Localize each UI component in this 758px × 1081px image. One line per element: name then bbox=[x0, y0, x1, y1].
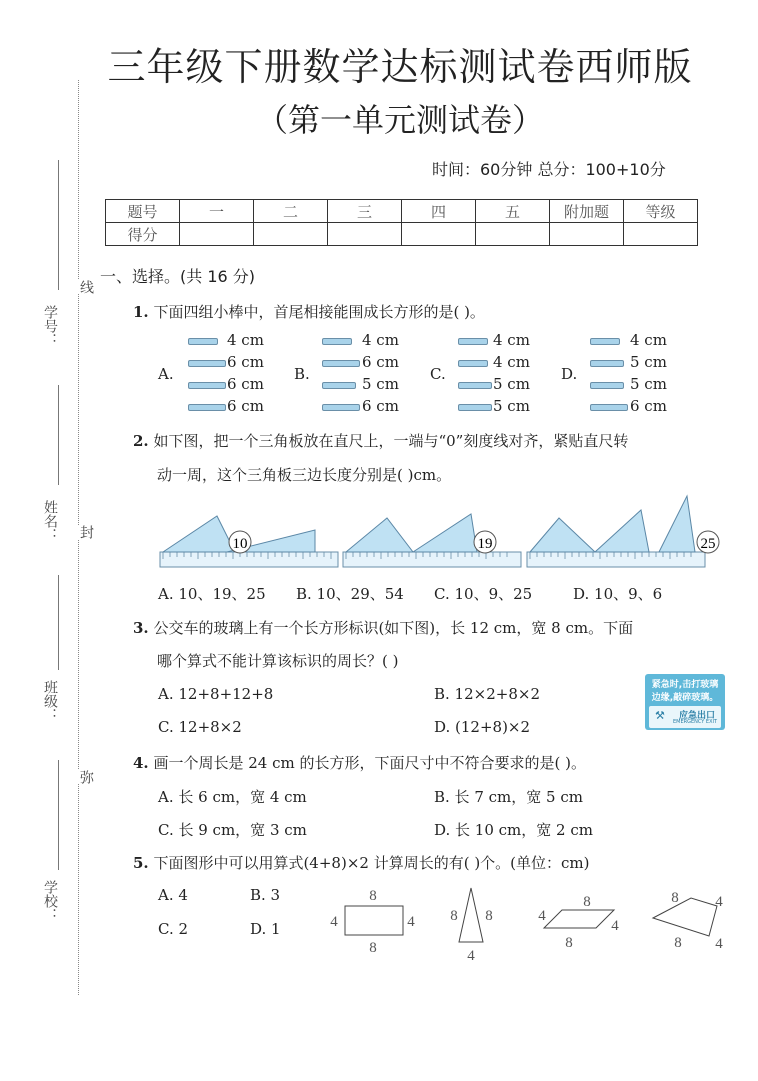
question-text: 下面图形中可以用算式(4+8)×2 计算周长的有( )个。(单位：cm) bbox=[153, 854, 590, 872]
exam-meta: 时间：60分钟 总分：100+10分 bbox=[432, 160, 666, 179]
q5-option-b: B. 3 bbox=[250, 886, 281, 904]
triangle-shape bbox=[459, 888, 483, 942]
quadrilateral-shape bbox=[653, 898, 717, 936]
question-2 bbox=[133, 430, 628, 451]
side-length: 4 bbox=[538, 908, 546, 924]
stick-length: 6 cm bbox=[227, 375, 264, 393]
stick bbox=[590, 338, 620, 345]
stick bbox=[458, 338, 488, 345]
name-label: 姓名： bbox=[42, 500, 58, 542]
school-label: 学校： bbox=[42, 880, 58, 922]
question-3-line2: 哪个算式不能计算该标识的周长？( ) bbox=[157, 652, 399, 670]
score-cell[interactable] bbox=[624, 223, 698, 246]
page-title: 三年级下册数学达标测试卷西师版 bbox=[107, 45, 693, 89]
table-cell: 二 bbox=[254, 200, 328, 223]
score-cell[interactable] bbox=[476, 223, 550, 246]
side-length: 8 bbox=[450, 908, 458, 924]
side-length: 4 bbox=[715, 894, 723, 910]
stick bbox=[590, 404, 628, 411]
question-number: 4. bbox=[133, 754, 149, 772]
side-length: 4 bbox=[715, 936, 723, 952]
side-length: 4 bbox=[467, 948, 475, 964]
stick bbox=[322, 360, 360, 367]
stick bbox=[322, 404, 360, 411]
side-length: 8 bbox=[674, 935, 682, 951]
page-subtitle: （第一单元测试卷） bbox=[255, 101, 544, 139]
exit-panel bbox=[649, 706, 721, 728]
stick bbox=[458, 382, 492, 389]
q2-option-d: D. 10、9、6 bbox=[573, 585, 663, 603]
side-length: 8 bbox=[369, 940, 377, 956]
question-number: 1. bbox=[133, 303, 149, 321]
question-1 bbox=[133, 301, 485, 322]
stick-length: 6 cm bbox=[227, 353, 264, 371]
binding-mark-line: 线 bbox=[78, 280, 94, 294]
class-label: 班级： bbox=[42, 680, 58, 722]
table-cell: 四 bbox=[402, 200, 476, 223]
sign-text: 边缘,敲碎玻璃。 bbox=[651, 693, 719, 703]
side-length: 8 bbox=[485, 908, 493, 924]
stick-length: 4 cm bbox=[630, 331, 667, 349]
emergency-exit-sign bbox=[645, 674, 725, 730]
q4-option-b: B. 长 7 cm，宽 5 cm bbox=[434, 788, 583, 806]
question-5 bbox=[133, 852, 590, 873]
school-blank bbox=[58, 760, 59, 870]
q2-option-a: A. 10、19、25 bbox=[158, 585, 266, 603]
side-length: 4 bbox=[330, 914, 338, 930]
stick-length: 4 cm bbox=[493, 353, 530, 371]
side-length: 4 bbox=[407, 914, 415, 930]
rectangle-shape bbox=[345, 906, 403, 935]
stick bbox=[322, 382, 356, 389]
table-cell: 五 bbox=[476, 200, 550, 223]
q3-option-c: C. 12+8×2 bbox=[158, 718, 242, 736]
stick-length: 6 cm bbox=[227, 397, 264, 415]
stick bbox=[322, 338, 352, 345]
score-cell[interactable] bbox=[402, 223, 476, 246]
q4-option-a: A. 长 6 cm，宽 4 cm bbox=[158, 788, 307, 806]
ruler-triangle-figure bbox=[155, 490, 725, 570]
q5-option-d: D. 1 bbox=[250, 920, 281, 938]
side-length: 4 bbox=[611, 918, 619, 934]
question-4 bbox=[133, 752, 586, 773]
stick bbox=[458, 404, 492, 411]
stick bbox=[188, 338, 218, 345]
class-blank bbox=[58, 575, 59, 670]
exit-label: 应急出口 bbox=[679, 711, 716, 721]
side-length: 8 bbox=[369, 888, 377, 904]
table-cell: 等级 bbox=[624, 200, 698, 223]
name-blank bbox=[58, 385, 59, 485]
stick-length: 4 cm bbox=[227, 331, 264, 349]
measurement-mark: 10 bbox=[232, 536, 248, 552]
question-number: 3. bbox=[133, 619, 149, 637]
binding-mark-seal: 封 bbox=[78, 525, 94, 539]
q3-option-b: B. 12×2+8×2 bbox=[434, 685, 540, 703]
question-2-line2: 动一周，这个三角板三边长度分别是( )cm。 bbox=[157, 466, 452, 484]
option-letter: A. bbox=[158, 365, 174, 383]
parallelogram-shape bbox=[544, 910, 614, 928]
question-number: 2. bbox=[133, 432, 149, 450]
stick bbox=[188, 360, 226, 367]
side-length: 8 bbox=[583, 894, 591, 910]
binding-mark-close: 弥 bbox=[78, 770, 94, 784]
table-cell: 附加题 bbox=[550, 200, 624, 223]
q2-option-b: B. 10、29、54 bbox=[296, 585, 404, 603]
score-table bbox=[105, 199, 698, 246]
q4-option-d: D. 长 10 cm，宽 2 cm bbox=[434, 821, 593, 839]
stick bbox=[188, 404, 226, 411]
option-letter: B. bbox=[294, 365, 310, 383]
question-3 bbox=[133, 617, 633, 638]
q3-option-a: A. 12+8+12+8 bbox=[158, 685, 274, 703]
question-text: 公交车的玻璃上有一个长方形标识(如下图)，长 12 cm，宽 8 cm。下面 bbox=[153, 619, 634, 637]
stick bbox=[188, 382, 226, 389]
table-cell: 得分 bbox=[106, 223, 180, 246]
stick bbox=[590, 382, 624, 389]
stick-length: 5 cm bbox=[630, 353, 667, 371]
q5-option-c: C. 2 bbox=[158, 920, 189, 938]
question-text: 如下图，把一个三角板放在直尺上，一端与“0”刻度线对齐，紧贴直尺转 bbox=[153, 432, 629, 450]
exit-label-en: EMERGENCY EXIT bbox=[673, 719, 718, 725]
q3-option-d: D. (12+8)×2 bbox=[434, 718, 531, 736]
q4-option-c: C. 长 9 cm，宽 3 cm bbox=[158, 821, 307, 839]
score-cell[interactable] bbox=[180, 223, 254, 246]
side-length: 8 bbox=[565, 935, 573, 951]
sign-text: 紧急时,击打玻璃 bbox=[651, 680, 719, 690]
stick-length: 6 cm bbox=[630, 397, 667, 415]
stick bbox=[458, 360, 488, 367]
stick bbox=[590, 360, 624, 367]
measurement-mark: 19 bbox=[477, 536, 493, 552]
stick-length: 4 cm bbox=[362, 331, 399, 349]
side-length: 8 bbox=[671, 890, 679, 906]
score-cell[interactable] bbox=[550, 223, 624, 246]
student-number-blank bbox=[58, 160, 59, 290]
stick-length: 6 cm bbox=[362, 397, 399, 415]
score-cell[interactable] bbox=[328, 223, 402, 246]
stick-length: 5 cm bbox=[362, 375, 399, 393]
q5-option-a: A. 4 bbox=[158, 886, 188, 904]
stick-length: 6 cm bbox=[362, 353, 399, 371]
shapes-figure bbox=[325, 880, 725, 965]
question-number: 5. bbox=[133, 854, 149, 872]
option-letter: C. bbox=[430, 365, 446, 383]
table-cell: 三 bbox=[328, 200, 402, 223]
ruler-3 bbox=[527, 496, 705, 567]
measurement-mark: 25 bbox=[700, 536, 716, 552]
stick-length: 5 cm bbox=[493, 397, 530, 415]
score-table-score-row bbox=[106, 223, 698, 246]
hammer-icon: ⚒ bbox=[655, 709, 665, 722]
table-cell: 题号 bbox=[106, 200, 180, 223]
section-heading: 一、选择。(共 16 分) bbox=[100, 267, 256, 286]
question-text: 画一个周长是 24 cm 的长方形，下面尺寸中不符合要求的是( )。 bbox=[153, 754, 586, 772]
stick-length: 4 cm bbox=[493, 331, 530, 349]
stick-length: 5 cm bbox=[493, 375, 530, 393]
q2-option-c: C. 10、9、25 bbox=[434, 585, 533, 603]
score-cell[interactable] bbox=[254, 223, 328, 246]
option-letter: D. bbox=[561, 365, 578, 383]
table-cell: 一 bbox=[180, 200, 254, 223]
student-number-label: 学号： bbox=[42, 305, 58, 347]
score-table-header-row bbox=[106, 200, 698, 223]
question-text: 下面四组小棒中，首尾相接能围成长方形的是( )。 bbox=[153, 303, 485, 321]
stick-length: 5 cm bbox=[630, 375, 667, 393]
